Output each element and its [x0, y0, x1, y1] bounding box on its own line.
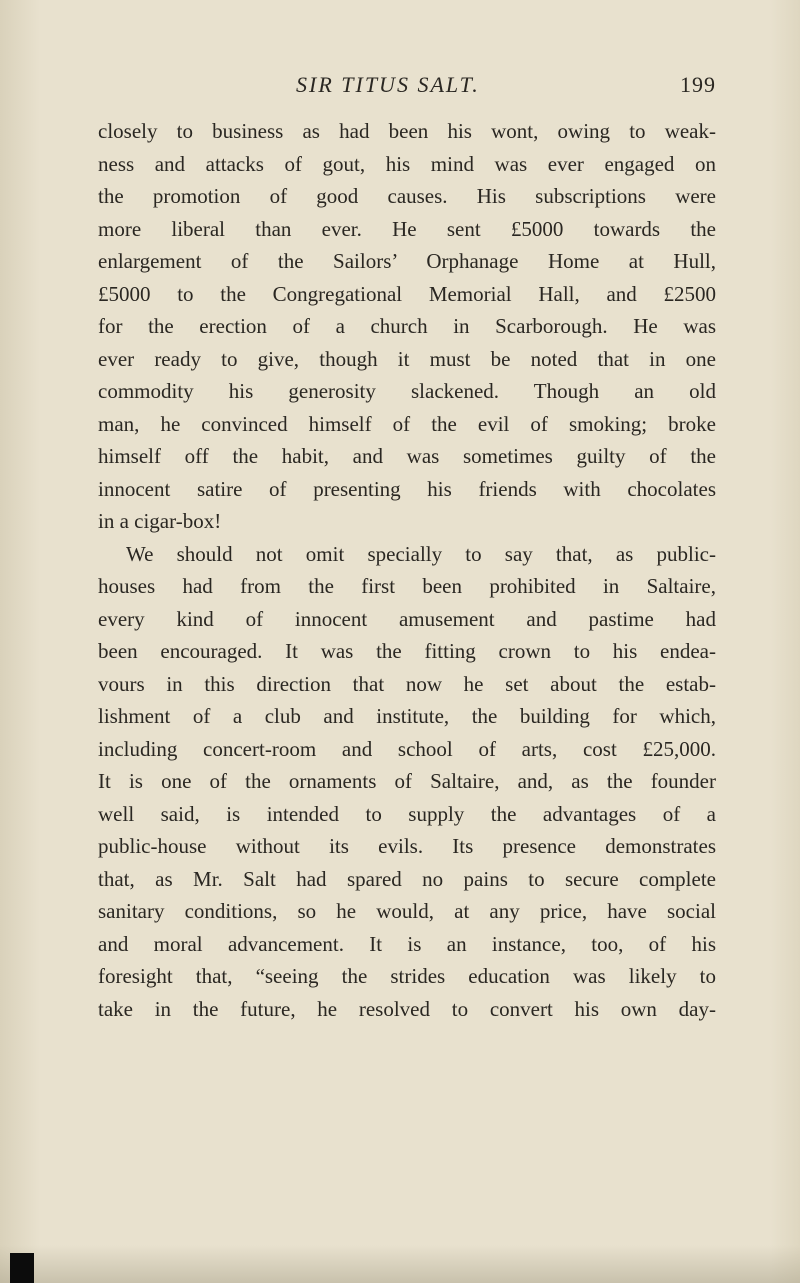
text-line: take in the future, he resolved to convert his own day-	[98, 996, 716, 1021]
text-line: enlargement of the Sailors’ Orphanage Home at Hull,	[98, 249, 716, 273]
scan-marker-block	[10, 1253, 34, 1283]
text-line: for the erection of a church in Scarborough. He was	[98, 314, 716, 338]
paragraph-1	[98, 115, 716, 538]
text-line: more liberal than ever. He sent £5000 towards the	[98, 216, 716, 241]
text-line: in a cigar-box!	[98, 509, 222, 533]
text-line: been encouraged. It was the fitting crown to his endea-	[98, 639, 716, 663]
text-line: that, as Mr. Salt had spared no pains to secure complete	[98, 866, 716, 891]
text-line: public-house without its evils. Its presence demonstrates	[98, 834, 716, 858]
text-line: well said, is intended to supply the advantages of a	[98, 801, 716, 826]
text-line: sanitary conditions, so he would, at any price, have social	[98, 899, 716, 923]
text-line: innocent satire of presenting his friends with chocolates	[98, 476, 716, 501]
text-line: the promotion of good causes. His subscriptions were	[98, 184, 716, 208]
body-text	[98, 115, 716, 1025]
text-line: closely to business as had been his wont, owing to weak-	[98, 119, 716, 143]
text-line: £5000 to the Congregational Memorial Hall, and £2500	[98, 281, 716, 306]
text-line: man, he convinced himself of the evil of smoking; broke	[98, 411, 716, 436]
text-line: himself off the habit, and was sometimes guilty of the	[98, 444, 716, 468]
scan-edge-shadow	[0, 1245, 800, 1283]
running-title: SIR TITUS SALT.	[296, 72, 480, 97]
text-line: ever ready to give, though it must be noted that in one	[98, 346, 716, 371]
text-line: commodity his generosity slackened. Though an old	[98, 379, 716, 403]
text-line: houses had from the first been prohibited in Saltaire,	[98, 574, 716, 598]
text-line: foresight that, “seeing the strides education was likely to	[98, 964, 716, 988]
text-line: vours in this direction that now he set about the estab-	[98, 671, 716, 696]
paragraph-2	[98, 538, 716, 1026]
text-line: lishment of a club and institute, the building for which,	[98, 704, 716, 728]
text-line: ness and attacks of gout, his mind was ever engaged on	[98, 151, 716, 176]
running-head	[98, 72, 716, 102]
text-line: and moral advancement. It is an instance, too, of his	[98, 931, 716, 956]
text-line: every kind of innocent amusement and pastime had	[98, 606, 716, 631]
page-number: 199	[680, 72, 716, 97]
text-line: We should not omit specially to say that, as public-	[126, 541, 716, 566]
text-line: It is one of the ornaments of Saltaire, and, as the founder	[98, 769, 716, 793]
text-line: including concert-room and school of arts, cost £25,000.	[98, 736, 716, 761]
